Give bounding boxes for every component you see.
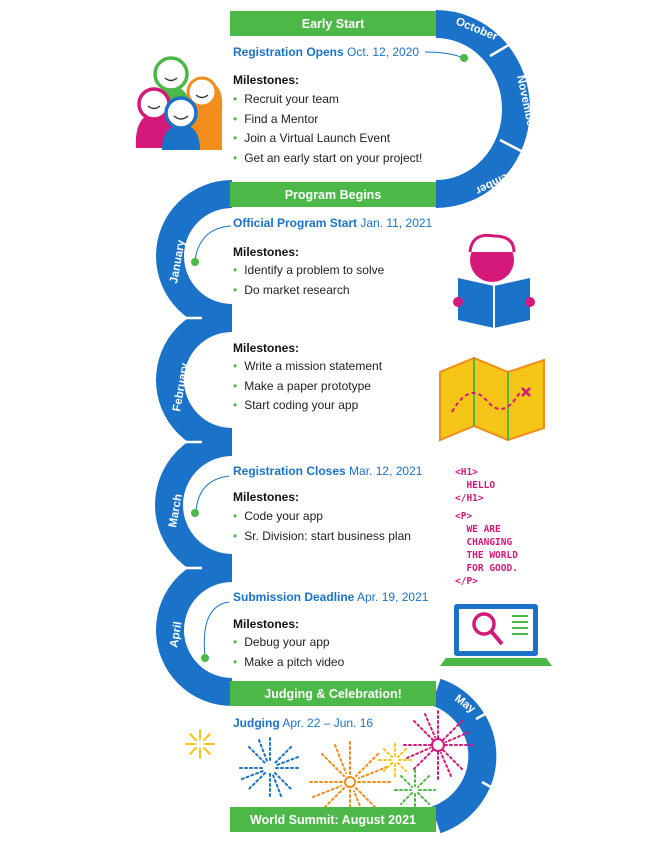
milestone-list-january bbox=[233, 261, 384, 300]
month-december: December bbox=[473, 161, 529, 197]
milestone-item: • Start coding your app bbox=[233, 396, 382, 416]
event-date: Apr. 19, 2021 bbox=[357, 590, 429, 604]
event-date: Oct. 12, 2020 bbox=[347, 45, 420, 59]
milestones-heading: Milestones: bbox=[233, 73, 300, 87]
milestone-item: • Get an early start on your project! bbox=[233, 149, 422, 169]
milestones-heading: Milestones: bbox=[233, 341, 300, 355]
month-july: July bbox=[470, 815, 495, 842]
month-april: April bbox=[168, 620, 185, 649]
month-october: October bbox=[453, 15, 500, 44]
dot-program-start bbox=[191, 258, 199, 266]
banner-program-begins: Program Begins bbox=[230, 182, 436, 207]
banner-early-start: Early Start bbox=[230, 11, 436, 36]
milestone-item: • Identify a problem to solve bbox=[233, 261, 384, 281]
connector-submission-deadline bbox=[204, 602, 229, 657]
milestone-item: • Recruit your team bbox=[233, 90, 422, 110]
milestone-list-april bbox=[233, 633, 344, 672]
dot-registration-opens bbox=[460, 54, 468, 62]
code-line: CHANGING bbox=[455, 537, 513, 548]
milestone-item: • Find a Mentor bbox=[233, 110, 422, 130]
connector-registration-closes bbox=[196, 476, 229, 512]
arc-oct-dec bbox=[436, 24, 516, 194]
milestone-item: • Code your app bbox=[233, 507, 411, 527]
laptop-search-icon bbox=[440, 604, 552, 666]
code-line: HELLO bbox=[455, 480, 496, 491]
treasure-map-icon bbox=[440, 358, 544, 440]
dot-registration-closes bbox=[191, 509, 199, 517]
event-title: Submission Deadline bbox=[233, 590, 355, 604]
milestone-list-early-start bbox=[233, 90, 422, 168]
team-illustration-icon bbox=[136, 58, 222, 150]
event-date: Apr. 22 – Jun. 16 bbox=[282, 716, 374, 730]
milestone-item: • Do market research bbox=[233, 281, 384, 301]
milestone-list-february bbox=[233, 357, 382, 416]
milestones-heading: Milestones: bbox=[233, 490, 300, 504]
milestone-item: • Debug your app bbox=[233, 633, 344, 653]
milestone-item: • Write a mission statement bbox=[233, 357, 382, 377]
event-title: Official Program Start bbox=[233, 216, 358, 230]
dot-submission-deadline bbox=[201, 654, 209, 662]
code-line: <H1> bbox=[455, 467, 478, 478]
event-program-start bbox=[233, 216, 432, 230]
event-registration-opens bbox=[233, 45, 419, 59]
event-date: Jan. 11, 2021 bbox=[360, 216, 433, 230]
banner-judging-celebration: Judging & Celebration! bbox=[230, 681, 436, 706]
month-march: March bbox=[167, 493, 185, 529]
milestones-heading: Milestones: bbox=[233, 617, 300, 631]
event-title: Registration Closes bbox=[233, 464, 346, 478]
month-may: May bbox=[452, 692, 478, 716]
milestone-item: • Make a paper prototype bbox=[233, 377, 382, 397]
milestone-item: • Sr. Division: start business plan bbox=[233, 527, 411, 547]
banner-world-summit: World Summit: August 2021 bbox=[230, 807, 436, 832]
code-line: <P> bbox=[455, 511, 473, 522]
code-line: WE ARE bbox=[455, 524, 501, 535]
reading-person-icon bbox=[453, 235, 535, 328]
event-title: Registration Opens bbox=[233, 45, 344, 59]
milestones-heading: Milestones: bbox=[233, 245, 300, 259]
event-title: Judging bbox=[233, 716, 280, 730]
connector-registration-opens bbox=[425, 52, 463, 58]
month-january: January bbox=[168, 238, 188, 285]
milestone-list-march bbox=[233, 507, 411, 546]
event-registration-closes bbox=[233, 464, 422, 478]
code-line: THE WORLD bbox=[455, 550, 518, 561]
code-line: </H1> bbox=[455, 493, 484, 504]
milestone-item: • Make a pitch video bbox=[233, 653, 344, 673]
event-judging bbox=[233, 716, 373, 730]
event-submission-deadline bbox=[233, 590, 428, 604]
month-february: February bbox=[171, 361, 192, 413]
month-november: November bbox=[514, 74, 538, 132]
month-june: June bbox=[496, 739, 512, 768]
connector-program-start bbox=[195, 226, 231, 260]
code-line: FOR GOOD. bbox=[455, 563, 518, 574]
event-date: Mar. 12, 2021 bbox=[349, 464, 423, 478]
html-code-art bbox=[455, 466, 518, 588]
milestone-item: • Join a Virtual Launch Event bbox=[233, 129, 422, 149]
code-line: </P> bbox=[455, 576, 478, 587]
